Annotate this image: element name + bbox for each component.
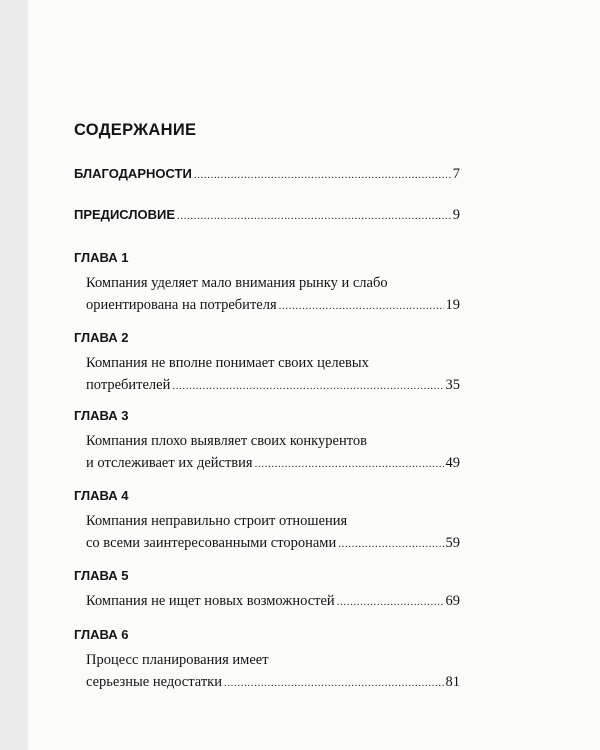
page-number: 81 <box>445 674 460 690</box>
toc-chapter-5[interactable] <box>74 567 460 613</box>
chapter-title-line: Компания плохо выявляет своих конкурентов <box>86 433 367 449</box>
chapter-label: ГЛАВА 1 <box>74 250 129 265</box>
chapter-title-line: Компания уделяет мало внимания рынку и слабо <box>86 275 388 291</box>
chapter-title-line: и отслеживает их действия <box>86 455 253 471</box>
page-number: 59 <box>445 535 460 551</box>
toc-entry-acknowledgements[interactable] <box>74 163 460 186</box>
dot-leader <box>338 533 443 555</box>
chapter-label: ГЛАВА 5 <box>74 568 129 583</box>
chapter-title-line: Компания неправильно строит отношения <box>86 513 348 529</box>
toc-chapter-2[interactable] <box>74 329 460 397</box>
dot-leader <box>279 295 444 317</box>
chapter-label: ГЛАВА 6 <box>74 627 129 642</box>
page-number: 35 <box>445 377 460 393</box>
toc-chapter-4[interactable] <box>74 487 460 555</box>
chapter-title-line: серьезные недостатки <box>86 674 222 690</box>
dot-leader <box>224 672 444 694</box>
page-number: 19 <box>445 297 460 313</box>
chapter-label: ГЛАВА 4 <box>74 488 129 503</box>
chapter-label: ГЛАВА 3 <box>74 408 129 423</box>
toc-heading: СОДЕРЖАНИЕ <box>74 121 197 139</box>
chapter-title-line: Компания не ищет новых возможностей <box>86 593 335 609</box>
book-page <box>28 0 600 750</box>
page-number: 69 <box>445 593 460 609</box>
chapter-title-line: Компания не вполне понимает своих целевых <box>86 355 369 371</box>
dot-leader <box>194 164 451 186</box>
dot-leader <box>255 453 444 475</box>
chapter-label: ГЛАВА 2 <box>74 330 129 345</box>
entry-title: ПРЕДИСЛОВИЕ <box>74 207 175 222</box>
toc-chapter-6[interactable] <box>74 626 460 694</box>
dot-leader <box>172 375 443 397</box>
page-number: 49 <box>445 455 460 471</box>
chapter-title-line: со всеми заинтересованными сторонами <box>86 535 337 551</box>
page-number: 9 <box>452 207 460 223</box>
toc-chapter-1[interactable] <box>74 249 460 317</box>
page-number: 7 <box>452 166 460 182</box>
chapter-title-line: потребителей <box>86 377 171 393</box>
dot-leader <box>177 205 451 227</box>
chapter-title-line: ориентирована на потребителя <box>86 297 277 313</box>
dot-leader <box>337 591 444 613</box>
toc-entry-preface[interactable] <box>74 204 460 227</box>
toc-chapter-3[interactable] <box>74 407 460 475</box>
chapter-title-line: Процесс планирования имеет <box>86 652 269 668</box>
entry-title: БЛАГОДАРНОСТИ <box>74 166 192 181</box>
